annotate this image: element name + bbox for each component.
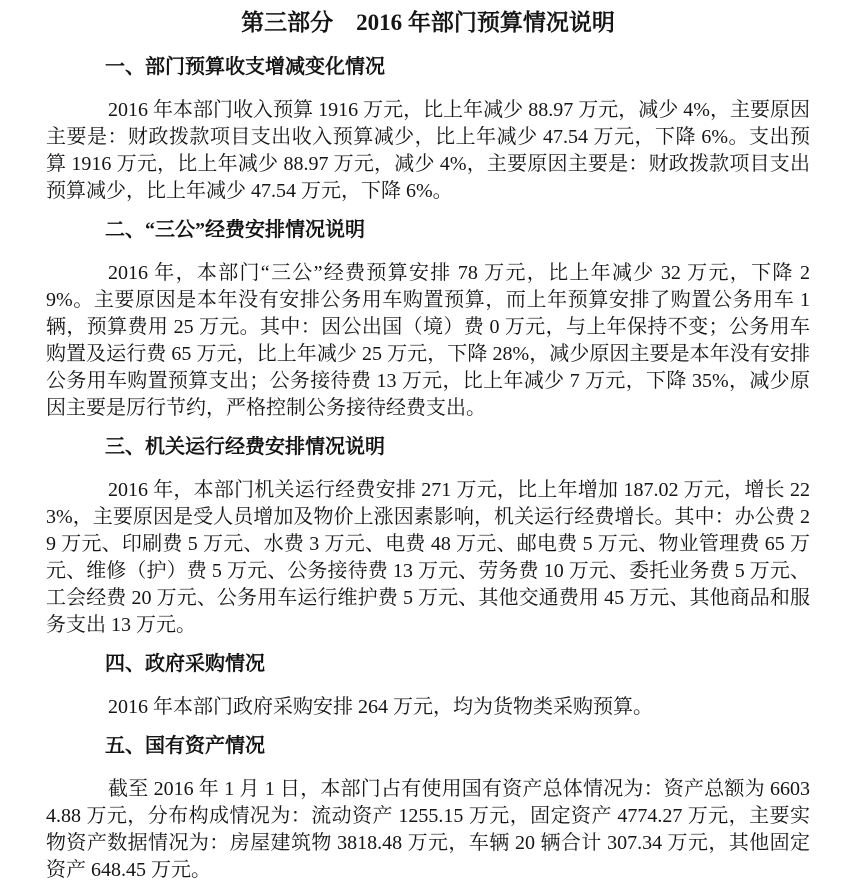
section-heading-state-assets: 五、国有资产情况: [105, 735, 265, 757]
section-heading-budget-change: 一、部门预算收支增减变化情况: [105, 56, 385, 78]
paragraph-operating-funds: 2016 年，本部门机关运行经费安排 271 万元，比上年增加 187.02 万元，增长 223%，主要原因是受人员增加及物价上涨因素影响，机关运行经费增长。其中：办公费 29 万元、印刷费 5 万元、水费 3 万元、电费 48 万元、邮电费 5 万元、物业管理费 65 万元、维修（护）费 5 万元、公务接待费 13 万元、劳务费 10 万元、委托业务费 5 万元、工会经费 20 万元、公务用车运行维护费 5 万元、其他交通费用 45 万元、其他商品和服务支出 13 万元。: [46, 479, 810, 636]
section-heading-procurement: 四、政府采购情况: [105, 653, 265, 675]
paragraph-state-assets: 截至 2016 年 1 月 1 日，本部门占有使用国有资产总体情况为：资产总额为 66034.88 万元，分布构成情况为：流动资产 1255.15 万元，固定资产 4774.27 万元，主要实物资产数据情况为：房屋建筑物 3818.48 万元，车辆 20 辆合计 307.34 万元，其他固定资产 648.45 万元。: [46, 778, 810, 881]
section-procurement: [46, 652, 810, 721]
paragraph-three-public-funds: 2016 年，本部门“三公”经费预算安排 78 万元，比上年减少 32 万元，下降 29%。主要原因是本年没有安排公务用车购置预算，而上年预算安排了购置公务用车 1 辆，预算费用 25 万元。其中：因公出国（境）费 0 万元，与上年保持不变；公务用车购置及运行费 65 万元，比上年减少 25 万元，下降 28%，减少原因主要是本年没有安排公务用车购置预算支出；公务接待费 13 万元，比上年减少 7 万元，下降 35%，减少原因主要是厉行节约，严格控制公务接待经费支出。: [46, 262, 810, 419]
section-heading-operating-funds: 三、机关运行经费安排情况说明: [105, 436, 385, 458]
section-state-assets: [46, 734, 810, 884]
section-heading-three-public-funds: 二、“三公”经费安排情况说明: [105, 219, 365, 241]
paragraph-procurement: 2016 年本部门政府采购安排 264 万元，均为货物类采购预算。: [108, 696, 653, 718]
paragraph-budget-change: 2016 年本部门收入预算 1916 万元，比上年减少 88.97 万元，减少 4%，主要原因主要是：财政拨款项目支出收入预算减少，比上年减少 47.54 万元，下降 6%。支出预算 1916 万元，比上年减少 88.97 万元，减少 4%，主要原因主要是：财政拨款项目支出预算减少，比上年减少 47.54 万元，下降 6%。: [46, 99, 810, 202]
section-budget-change: [46, 55, 810, 205]
section-three-public-funds: [46, 218, 810, 422]
document-title: 第三部分 2016 年部门预算情况说明: [241, 10, 615, 35]
section-operating-funds: [46, 435, 810, 639]
